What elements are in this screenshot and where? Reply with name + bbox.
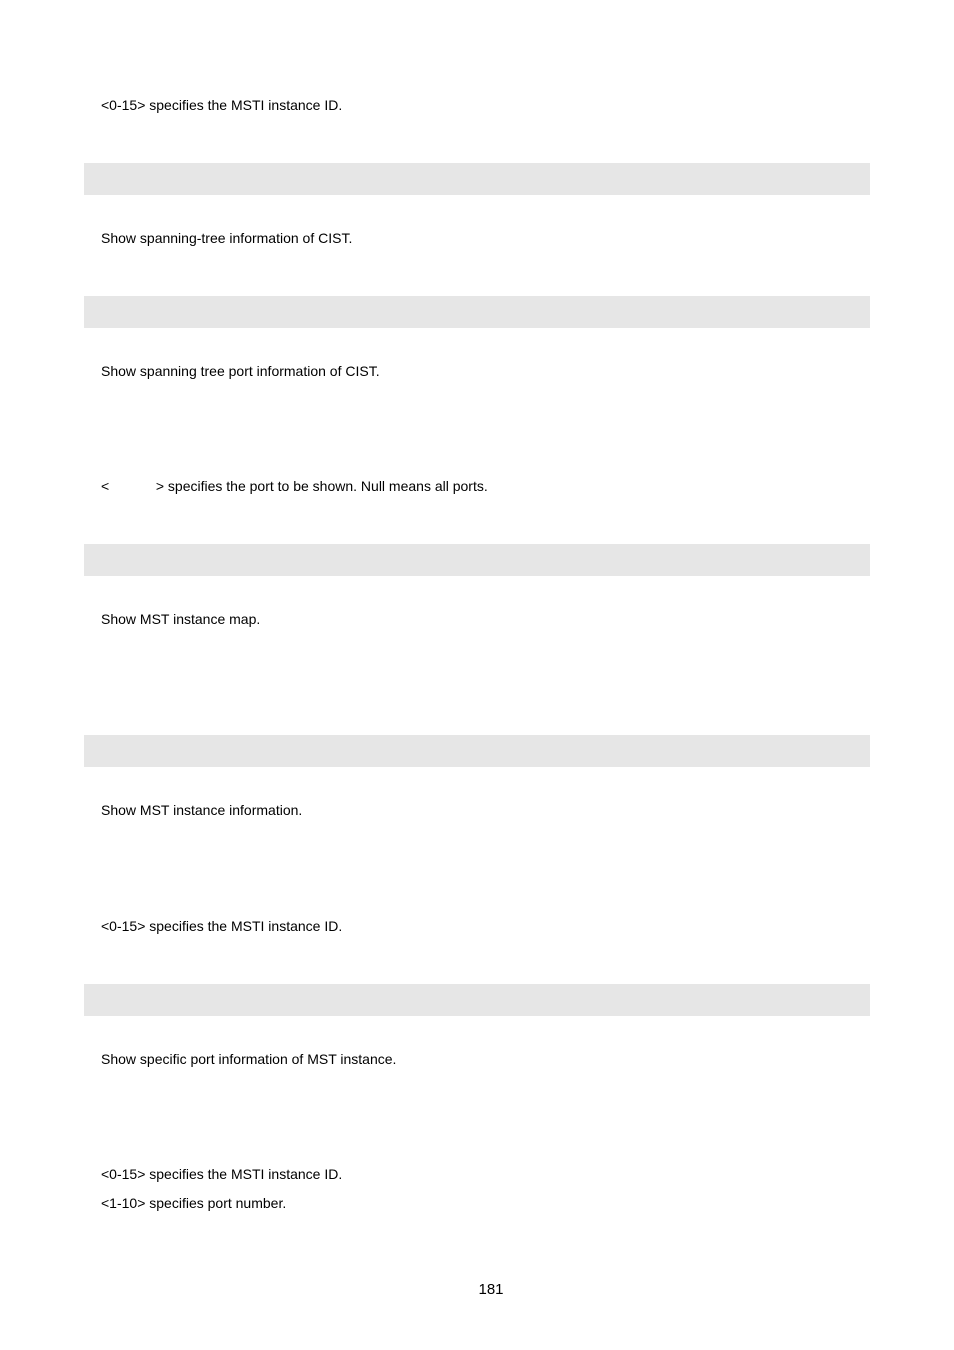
description-text: Show spanning-tree information of CIST. (101, 230, 353, 246)
command-bar (84, 296, 870, 328)
command-bar (84, 984, 870, 1016)
command-bar (84, 163, 870, 195)
parameter-text: <0-15> specifies the MSTI instance ID. (101, 97, 343, 113)
description-text: Show specific port information of MST instance. (101, 1051, 397, 1067)
description-text: Show spanning tree port information of CIST. (101, 363, 380, 379)
command-bar (84, 544, 870, 576)
parameter-text: <0-15> specifies the MSTI instance ID. (101, 918, 343, 934)
parameter-text: <0-15> specifies the MSTI instance ID. (101, 1166, 343, 1182)
page-number: 181 (478, 1281, 504, 1298)
parameter-text: < > specifies the port to be shown. Null means all ports. (101, 478, 488, 494)
command-bar (84, 735, 870, 767)
description-text: Show MST instance map. (101, 611, 261, 627)
parameter-text: <1-10> specifies port number. (101, 1195, 287, 1211)
description-text: Show MST instance information. (101, 802, 303, 818)
